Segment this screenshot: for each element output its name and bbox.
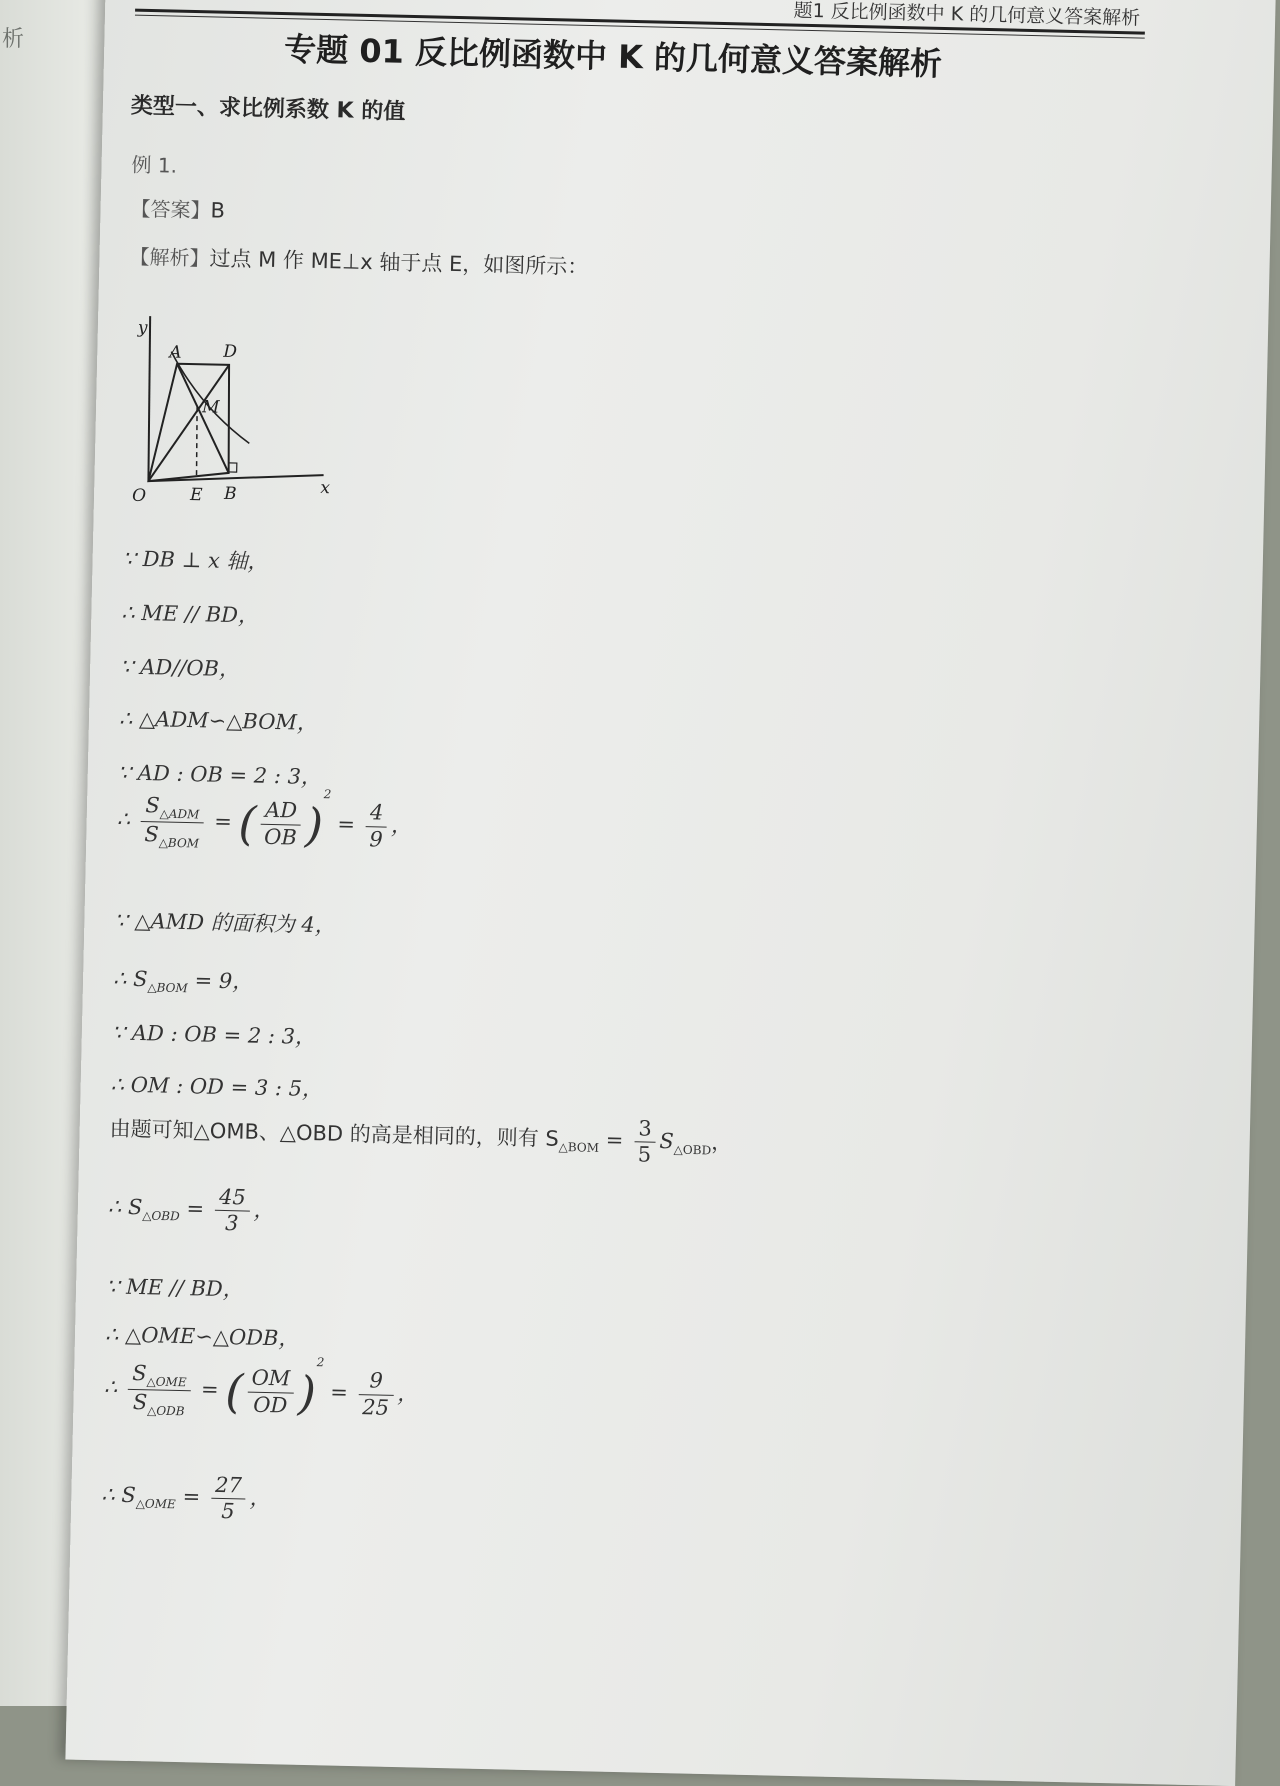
step-5: ∵ AD : OB = 2 : 3， xyxy=(117,760,323,790)
area-ratio-fraction: $\frac{S_{\triangle ADM}}{S_{\triangle BOM}}$ xyxy=(140,793,204,851)
step-15-ratio: ∴ $\frac{S_{\triangle OME}}{S_{\triangle ODB}}$ = ( $\frac{OM}{OD}$ )$^2$ = $\frac{9}{25}$ ， xyxy=(103,1355,419,1421)
section-heading: 类型一、求比例系数 K 的值 xyxy=(130,93,406,125)
step-11: 由题可知△OMB、△OBD 的高是相同的，则有 $S_{\triangle BOM}$ = $\frac{3}{5}$ $S_{\triangle OBD}$， xyxy=(109,1116,733,1167)
step-12: ∴ $S_{\triangle OBD}$ = $\frac{45}{3}$ ， xyxy=(107,1184,275,1236)
step-7: ∵ △AMD 的面积为 4， xyxy=(114,908,337,938)
analysis-text: 过点 M 作 ME⊥x 轴于点 E，如图所示： xyxy=(209,246,589,280)
step-8: ∴ $S_{\triangle BOM} = 9$， xyxy=(112,966,254,996)
step-13: ∵ ME // BD， xyxy=(105,1274,245,1302)
running-header: 题1 反比例函数中 K 的几何意义答案解析 xyxy=(793,0,1141,30)
step-14: ∴ △OME∽△ODB， xyxy=(104,1322,300,1351)
result-fraction-2: $\frac{9}{25}$ xyxy=(358,1368,394,1420)
forty-five-thirds-fraction: $\frac{45}{3}$ xyxy=(214,1185,250,1237)
document-page xyxy=(65,0,1275,1786)
page-title: 专题 01 反比例函数中 K 的几何意义答案解析 xyxy=(283,30,943,83)
step-4: ∴ △ADM∽△BOM， xyxy=(118,706,319,735)
geometry-figure xyxy=(128,311,342,516)
step-6-ratio: ∴ $\frac{S_{\triangle ADM}}{S_{\triangle BOM}}$ = ( $\frac{AD}{OB}$ )$^2$ = $\frac{4}{9}$ ， xyxy=(116,787,413,853)
right-angle-mark xyxy=(229,463,237,472)
answer-value: B xyxy=(210,198,226,223)
label-o: O xyxy=(131,485,147,507)
label-b: B xyxy=(223,483,237,505)
line-me xyxy=(196,407,199,477)
answer-line xyxy=(130,193,225,224)
figure-svg xyxy=(128,311,342,516)
label-e: E xyxy=(189,485,203,506)
side-ratio-fraction: $\frac{AD}{OB}$ xyxy=(260,798,302,850)
example-label: 例 1. xyxy=(131,152,178,178)
label-x: x xyxy=(320,477,331,499)
three-fifths-fraction: $\frac{3}{5}$ xyxy=(633,1116,656,1168)
line-ab xyxy=(175,364,231,473)
step-3: ∵ AD//OB， xyxy=(119,654,241,682)
twenty-seven-fifths-fraction: $\frac{27}{5}$ xyxy=(210,1473,246,1525)
label-d: D xyxy=(223,341,238,363)
left-page-text: 析 xyxy=(2,27,25,52)
label-m: M xyxy=(201,397,220,418)
label-a: A xyxy=(169,342,182,363)
analysis-tag: 【解析】 xyxy=(129,244,210,271)
side-ratio-fraction-2: $\frac{OM}{OD}$ xyxy=(247,1366,295,1418)
therefore-symbol: ∴ xyxy=(116,807,131,832)
answer-tag: 【答案】 xyxy=(130,196,211,223)
step-10: ∴ OM : OD = 3 : 5， xyxy=(110,1072,324,1102)
step-16: ∴ $S_{\triangle OME}$ = $\frac{27}{5}$ ， xyxy=(101,1472,271,1524)
step-1: ∵ DB ⊥ x 轴， xyxy=(122,546,269,574)
analysis-line xyxy=(129,241,588,281)
y-axis xyxy=(146,316,152,481)
step-9: ∵ AD : OB = 2 : 3， xyxy=(111,1020,317,1050)
label-y: y xyxy=(137,317,148,339)
step-2: ∴ ME // BD， xyxy=(121,600,260,628)
area-ratio-fraction-2: $\frac{S_{\triangle OME}}{S_{\triangle ODB}}$ xyxy=(127,1361,191,1419)
result-fraction: $\frac{4}{9}$ xyxy=(365,801,388,853)
